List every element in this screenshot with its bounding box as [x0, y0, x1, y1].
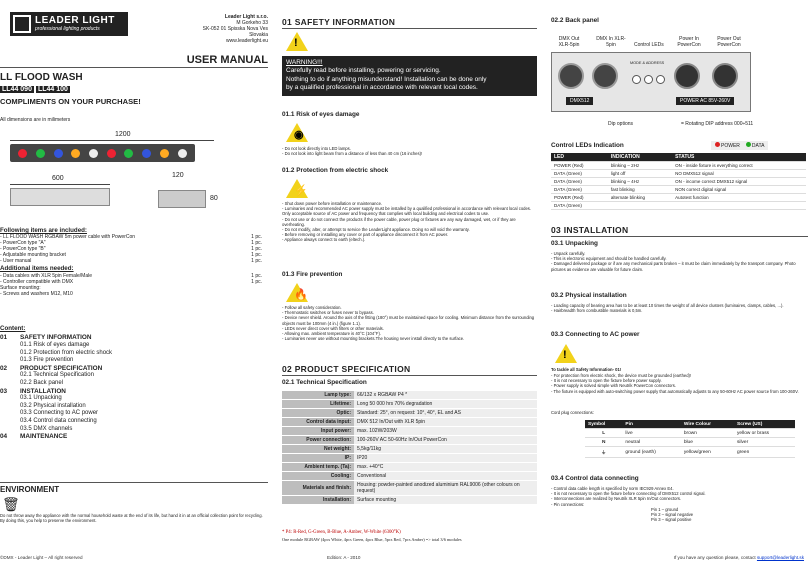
led-ind-heading: Control LEDs Indication [551, 142, 624, 149]
toc-list [0, 334, 200, 440]
dip-note: = Rotating DIP address 000÷511 [681, 121, 754, 127]
list-item: - Damaged delivered package or if are any mechanical parts broken – it must be claim immediately by the transport company. Photo pictures as evidence are valuable for future claim. [551, 261, 808, 271]
table-row [282, 400, 537, 409]
led-legend [711, 141, 768, 150]
logo-brand: LEADER LIGHT [35, 15, 115, 26]
dim-line-width [10, 184, 110, 185]
items-needed-heading: Additional items needed: [0, 265, 74, 273]
list-item: - This is electronic equipment and should be handled carefully. [551, 256, 808, 261]
led-cell-st: NON correct digital signal [672, 186, 806, 194]
list-item: - Before removing or installing any cover or part of appliance disconnect it from AC power. [282, 232, 537, 237]
powercon-out [712, 63, 738, 89]
toc-number [0, 350, 20, 358]
led-cell-ind: blinking – 4Hz [608, 178, 672, 186]
pin-col-header: Wire Colour [681, 420, 734, 429]
unpack-heading: 03.1 Unpacking [551, 240, 598, 247]
table-of-contents [0, 325, 200, 441]
table-row [585, 429, 795, 438]
list-item: - Interconnections are realized by Neutrik XLR 5pin In/Out connectors. [551, 496, 808, 501]
toc-label: PRODUCT SPECIFICATION [20, 364, 103, 372]
dip-switch-1[interactable] [632, 75, 641, 84]
eyes-list [282, 146, 537, 156]
eyes-heading: 01.1 Risk of eyes damage [282, 111, 360, 118]
pin-cell-wire: brown [681, 429, 734, 438]
led-cell-ind: light off [608, 170, 672, 178]
spec-value: IP20 [354, 454, 537, 463]
toc-label: 02.1 Technical Specification [20, 372, 94, 379]
toc-item[interactable] [0, 380, 200, 388]
list-item: Surface mounting: [0, 284, 41, 291]
list-item: - Thermostatic switches or fuses never to bypass. [282, 310, 537, 315]
list-item: - Unpack carefully. [551, 251, 808, 256]
toc-number [0, 426, 20, 434]
dip-switch-2[interactable] [644, 75, 653, 84]
toc-label: SAFETY INFORMATION [20, 334, 92, 342]
toc-number [0, 357, 20, 365]
spec-key: Optic: [282, 409, 354, 418]
list-item: - Do not modify, alter, or attempt to service the LeaderLight appliance. Doing so will void the warranty. [282, 227, 537, 232]
divider [551, 236, 808, 237]
led-cell-led: DATA (Green) [551, 202, 608, 210]
toc-number [0, 395, 20, 403]
led-cell-st [672, 202, 806, 210]
toc-item[interactable] [0, 372, 200, 380]
table-row [585, 447, 795, 458]
toc-item[interactable] [0, 433, 200, 441]
led-cell-led: DATA (Green) [551, 186, 608, 194]
pin-cell-wire: yellow/green [681, 447, 734, 458]
pin-cell-screw: silver [734, 438, 795, 447]
led-cell-ind: alternate blinking [608, 194, 672, 202]
toc-number [0, 418, 20, 426]
toc-item[interactable] [0, 395, 200, 403]
company-city: SK-052 01 Spisska Nova Ves [202, 26, 268, 32]
table-row [551, 202, 806, 210]
led-cell-st: Autotest function [672, 194, 806, 202]
spec-value: max. 102W/203W [354, 427, 537, 436]
list-item: - Screws and washers M12, M10 [0, 290, 73, 297]
led-cell-st: ON - inside fixture is everything correct [672, 162, 806, 170]
legend-power: POWER [715, 142, 740, 149]
electric-shock-icon: ⚡ [286, 179, 308, 198]
install-heading: 03 INSTALLATION [551, 225, 629, 235]
table-row [282, 418, 537, 427]
warning-line: by a qualified professional in accordance with relevant local codes. [286, 84, 478, 92]
logo [10, 12, 128, 36]
spec-key: Materials and finish: [282, 481, 354, 496]
ac-bold: To tackle all Safety Information- 01! [551, 367, 622, 372]
list-item: - Hairbreadth from combustible materials is 0,5m. [551, 308, 808, 313]
spec-key: Cooling: [282, 472, 354, 481]
toc-item[interactable] [0, 388, 200, 396]
pin-table [585, 420, 795, 458]
toc-item[interactable] [0, 350, 200, 358]
list-item: - Control data cable length is specified by norm IEC929 Annex E4. [551, 486, 808, 491]
toc-label: 01.3 Fire prevention [20, 357, 74, 364]
list-item: - For protection from electric shock, the device must be grounded (earthed)! [551, 373, 808, 378]
warning-line: Carefully read before installing, powering or servicing. [286, 67, 441, 75]
footer-right-text: If you have any question please, contact [673, 555, 757, 560]
led-cell-led: DATA (Green) [551, 170, 608, 178]
pin-col-header: Screw (US) [734, 420, 795, 429]
pin-cell-wire: blue [681, 438, 734, 447]
spec-key: Ambient temp. (Ta): [282, 463, 354, 472]
toc-item[interactable] [0, 418, 200, 426]
led-cell-ind: fast blinking [608, 186, 672, 194]
phys-heading: 03.2 Physical installation [551, 292, 627, 299]
label-dmx-in: DMX In XLR-5pin [596, 36, 626, 48]
fire-list [282, 305, 537, 341]
spec-key: Net weight: [282, 445, 354, 454]
powercon-in [674, 63, 700, 89]
items-included-heading: Following items are included: [0, 227, 87, 234]
warning-title: WARNING!!! [286, 59, 323, 66]
table-row [551, 194, 806, 202]
spec-value: DMX 512 In/Out with XLR 5pin [354, 418, 537, 427]
spec-key: Lifetime: [282, 400, 354, 409]
toc-item[interactable] [0, 342, 200, 350]
toc-number: 04 [0, 433, 8, 441]
led-green [124, 149, 133, 158]
cord-heading: Cord plug connections: [551, 410, 594, 415]
toc-item[interactable] [0, 365, 200, 373]
toc-label: 01.2 Protection from electric shock [20, 349, 113, 356]
toc-label: INSTALLATION [20, 387, 66, 395]
spec-value: Conventional [354, 472, 537, 481]
list-item: Pin 3 – signal positive [651, 517, 692, 523]
spec-subheading: 02.1 Technical Specification [282, 379, 367, 386]
toc-item[interactable] [0, 357, 200, 365]
led-table [551, 153, 806, 210]
led-amber [71, 149, 80, 158]
list-item: - Do not look into light beam from a distance of less than 40 cm (16 inches)! [282, 151, 537, 156]
pin-cell-pin: neutral [622, 438, 680, 447]
toc-item[interactable] [0, 334, 200, 342]
xlr-in-connector [592, 63, 618, 89]
model-badge-1: LL44 090 [2, 86, 32, 93]
toc-label: 03.1 Unpacking [20, 395, 62, 402]
toc-heading: Content: [0, 325, 26, 332]
led-cell-led: POWER (Red) [551, 194, 608, 202]
divider [282, 28, 537, 29]
list-item: - Data cables with XLR 5pin Female/Male 1 pc. [0, 272, 262, 279]
spec-note-1: * P4: R-Red, G-Green, B-Blue, A-Amber, W-White (6300°K) [282, 530, 401, 535]
list-item: - It is not necessary to open the fixture before power supply. [551, 378, 808, 383]
divider [0, 482, 268, 483]
list-item: - PowerCon type "B" 1 pc. [0, 246, 262, 253]
led-col-header: STATUS [672, 153, 806, 162]
support-email-link[interactable]: support@leaderlight.sk [756, 555, 804, 560]
toc-item[interactable] [0, 426, 200, 434]
list-item: - LL FLOOD WASH RGBAW 5m power cable with PowerCon 1 pc. [0, 234, 262, 241]
dim-line-length [10, 140, 214, 141]
toc-number: 02 [0, 364, 8, 372]
spec-value: 100-260V AC 50-60Hz In/Out PowerCon [354, 436, 537, 445]
environment-heading: ENVIRONMENT [0, 485, 60, 494]
toc-number [0, 372, 20, 380]
eye-hazard-icon: ◉ [286, 123, 308, 142]
toc-number: 01 [0, 334, 8, 342]
pin-list [651, 507, 693, 523]
toc-label: 03.2 Physical installation [20, 402, 86, 409]
warning-icon: ! [286, 32, 308, 51]
spec-value: 5,5kg/11kg [354, 445, 537, 454]
list-item: - Shut down power before installation or maintenance. [282, 201, 537, 206]
pin-cell-sym: N [585, 438, 622, 447]
items-included-list [0, 234, 262, 264]
recycle-bin-icon: 🗑 [2, 496, 20, 512]
spec-key: IP: [282, 454, 354, 463]
led-cell-led: POWER (Red) [551, 162, 608, 170]
pin-cell-screw: green [734, 447, 795, 458]
items-included [0, 227, 262, 297]
spec-value: Surface mounting [354, 496, 537, 505]
toc-number: 03 [0, 387, 8, 395]
spec-key: Installation: [282, 496, 354, 505]
pin-cell-pin: ground (earth) [622, 447, 680, 458]
toc-item[interactable] [0, 410, 200, 418]
power-led-icon [715, 142, 720, 147]
spec-heading: 02 PRODUCT SPECIFICATION [282, 364, 411, 374]
list-item: - Follow all safety consideration. [282, 305, 537, 310]
toc-label: 02.2 Back panel [20, 379, 64, 386]
led-cell-st: NO DMX512 signal [672, 170, 806, 178]
shock-heading: 01.2 Protection from electric shock [282, 167, 389, 174]
toc-number [0, 410, 20, 418]
fire-icon: 🔥 [286, 283, 308, 302]
company-country: Slovakia [249, 32, 268, 38]
list-item: - Allowing max. ambient temperature is 40°C (104°F). [282, 331, 537, 336]
toc-number [0, 342, 20, 350]
led-green [36, 149, 45, 158]
list-item: - The fixture is equipped with auto-switching power supply that automatically adjusts to any 50-60Hz AC power source from 100-260V. [551, 389, 808, 394]
led-blue [142, 149, 151, 158]
product-side-view [10, 188, 110, 206]
toc-item[interactable] [0, 403, 200, 411]
dims-note: All dimensions are in milimeters [0, 117, 71, 123]
data-led-icon [746, 142, 751, 147]
led-red [18, 149, 27, 158]
compliments: COMPLIMENTS ON YOUR PURCHASE! [0, 97, 141, 106]
led-cell-st: ON - income correct DMX512 signal [672, 178, 806, 186]
spec-value: 66/132 x RGBAW P4 * [354, 391, 537, 400]
label-dmx-out: DMX Out XLR-5pin [558, 36, 580, 48]
led-cell-ind [608, 202, 672, 210]
led-red [107, 149, 116, 158]
list-item: - User manual 1 pc. [0, 258, 262, 265]
dim-label-length: 1200 [115, 131, 131, 138]
spec-value: Housing: powder-painted anodized aluminium RAL9006 (other colours on request) [354, 481, 537, 496]
spec-table [282, 391, 537, 505]
led-white [178, 149, 187, 158]
led-cell-ind: blinking – 2Hz [608, 162, 672, 170]
list-item: - Controller compatible with DMX 1 pc. [0, 278, 262, 285]
divider [282, 375, 537, 376]
manual-title: USER MANUAL [186, 54, 268, 66]
environment [0, 482, 268, 523]
label-control-leds: Control LEDs [634, 42, 664, 48]
logo-tagline: professional lighting products [35, 26, 100, 32]
product-photo [10, 144, 195, 162]
list-item: - Adjustable mounting bracket 1 pc. [0, 252, 262, 259]
model-badges [0, 86, 70, 93]
led-amber [160, 149, 169, 158]
table-row [282, 472, 537, 481]
back-panel-heading: 02.2 Back panel [551, 17, 599, 24]
table-row [282, 391, 537, 400]
list-item: Pin 1 – ground [651, 507, 679, 512]
ac-list [551, 373, 808, 394]
table-row [282, 427, 537, 436]
column-middle [282, 0, 537, 563]
table-row [282, 436, 537, 445]
table-row [282, 463, 537, 472]
spec-key: Power connection: [282, 436, 354, 445]
warning-box [282, 56, 537, 96]
dim-label-depth: 80 [210, 195, 218, 202]
led-white [89, 149, 98, 158]
dip-options-label: Dip options [608, 121, 634, 127]
footer-mid: Edition: A - 2010 [327, 555, 361, 560]
product-end-view [158, 190, 206, 208]
spec-key: Lamp type: [282, 391, 354, 400]
column-left [0, 0, 268, 563]
safety-heading: 01 SAFETY INFORMATION [282, 17, 396, 27]
pin-cell-pin: live [622, 429, 680, 438]
footer-right [674, 555, 804, 560]
list-item: - LEDs never direct cover with filters or other materials. [282, 326, 537, 331]
items-needed-list [0, 273, 262, 297]
company-name: Leader Light s.r.o. [224, 14, 268, 20]
toc-label: MAINTENANCE [20, 433, 68, 441]
company-web: www.leaderlight.eu [226, 38, 268, 44]
label-power-in: Power In PowerCon [677, 36, 701, 48]
list-item: - Device never shield. Around the axis of the fitting (180°) must be maintained space for cooling. Minimum distance from the surrounding objects must be 100mm (4 in.) (figure 1.1). [282, 315, 537, 325]
footer-left: ©DMX - Leader Light – All right reserved [0, 555, 83, 560]
spec-value: Long 50 000 hrs 70% degradation [354, 400, 537, 409]
list-item: - It is not necessary to open the fixture before connecting of DMX512 control signal. [551, 491, 808, 496]
list-item: - Appliance always connect to earth (eltech.). [282, 237, 537, 242]
table-row [282, 496, 537, 505]
dim-label-height: 120 [172, 172, 184, 179]
xlr-out-connector [558, 63, 584, 89]
list-item: - Luminaries never use without mounting brackets.The housing never install directly to the surface. [282, 336, 537, 341]
legend-data: DATA [746, 142, 765, 149]
product-drawing [0, 126, 262, 216]
list-item: Pin 2 – signal negative [651, 512, 694, 518]
ctrl-heading: 03.4 Control data connecting [551, 475, 639, 482]
list-item: - Loading capacity of bearing area has to be at least 10 times the weight of all device clusters (luminaires, clamps, cables, ...). [551, 303, 808, 308]
environment-text: Do not throw away the appliance with the normal household waste at the end of its life, but hand it in at an official collection point for recycling. By doing this, you help to preserve the environment. [0, 513, 263, 524]
toc-number [0, 403, 20, 411]
pin-col-header: Symbol [585, 420, 622, 429]
model-badge-2: LL44 100 [37, 86, 68, 93]
spec-value: max. +40°C [354, 463, 537, 472]
panel-address-label: MODE & ADDRESS [630, 61, 665, 65]
table-row [551, 178, 806, 186]
toc-label: 03.3 Connecting to AC power [20, 410, 99, 417]
label-power-out: Power Out PowerCon [717, 36, 741, 48]
pin-cell-sym: L [585, 429, 622, 438]
pin-col-header: Pin [622, 420, 680, 429]
warning-icon: ! [555, 344, 577, 363]
spec-value: Standard: 25°, on request: 10°, 40°, EL and AS [354, 409, 537, 418]
back-panel-diagram [551, 26, 806, 141]
company-address [148, 14, 268, 44]
toc-label: 03.5 DMX channels [20, 425, 73, 432]
ctrl-list [551, 486, 808, 507]
phys-list [551, 303, 808, 313]
warning-line: Nothing to do if anything misunderstand! Installation can be done only [286, 75, 487, 83]
led-blue [54, 149, 63, 158]
logo-mark [13, 15, 31, 33]
back-panel-plate [551, 52, 751, 112]
spec-note-2: One module RGBAW (4pcs White, 4pcs Green, 4pcs Blue, 5pcs Red, 7pcs Amber) => total 3/6 modules [282, 537, 462, 542]
pin-cell-sym: ⏚ [585, 447, 622, 458]
divider [0, 67, 268, 68]
dim-label-width: 600 [52, 175, 64, 182]
list-item: - Do not look directly into LED lamps. [282, 146, 537, 151]
list-item: - Pin connections: [551, 502, 808, 507]
company-street: M Gorkeho 33 [236, 20, 268, 26]
spec-key: Control data input: [282, 418, 354, 427]
table-row [585, 438, 795, 447]
unpack-list [551, 251, 808, 272]
pin-cell-screw: yellow or brass [734, 429, 795, 438]
table-row [551, 170, 806, 178]
table-row [282, 454, 537, 463]
table-row [551, 186, 806, 194]
spec-key: Input power: [282, 427, 354, 436]
led-col-header: INDICATION [608, 153, 672, 162]
table-row [282, 481, 537, 496]
ac-heading: 03.3 Connecting to AC power [551, 331, 640, 338]
table-row [282, 409, 537, 418]
list-item: - PowerCon type "A" 1 pc. [0, 240, 262, 247]
led-col-header: LED [551, 153, 608, 162]
shock-list [282, 201, 537, 243]
list-item: - Do not use or do not connect the products if the power cable, power plug or fixtures are any way damaged, wet, or if they are overheating. [282, 217, 537, 227]
toc-label: 03.4 Control data connecting [20, 417, 97, 424]
table-row [551, 162, 806, 170]
panel-ac-label: POWER AC 85V-260V [676, 97, 734, 105]
toc-label: 01.1 Risk of eyes damage [20, 342, 90, 348]
fire-heading: 01.3 Fire prevention [282, 271, 343, 278]
panel-dmx-label: DMX512 [566, 97, 593, 105]
list-item: - Luminaries and recommended AC power supply must be installed by a qualified professional in accordance with relevant local codes. Only acceptable source of AC power and frequency that complies with local building and electrical codes to use. [282, 206, 537, 216]
led-cell-led: DATA (Green) [551, 178, 608, 186]
toc-number [0, 380, 20, 388]
dip-switch-3[interactable] [656, 75, 665, 84]
list-item: - Power supply is solved simple with Neutrik PowerCon connectors. [551, 383, 808, 388]
column-right [551, 0, 808, 563]
product-name: LL FLOOD WASH [0, 72, 83, 83]
table-row [282, 445, 537, 454]
